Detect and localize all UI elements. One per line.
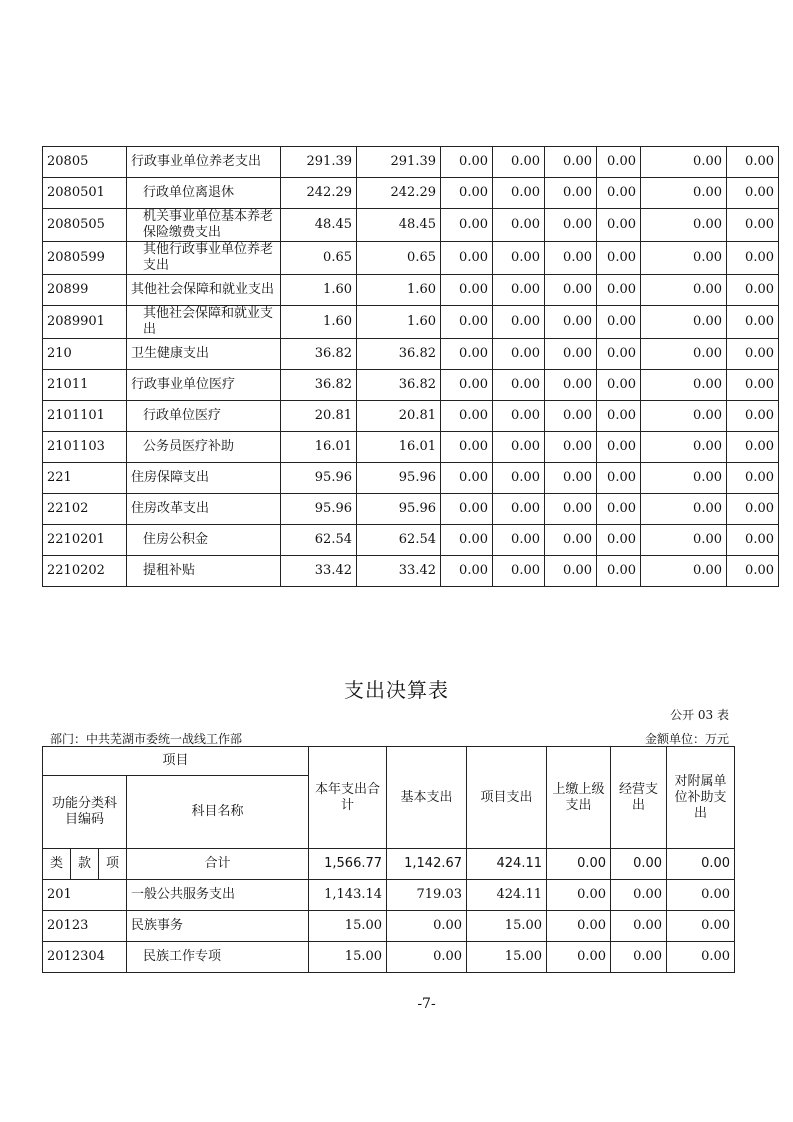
value-cell: 0.00 bbox=[641, 556, 727, 587]
value-cell: 0.00 bbox=[545, 525, 597, 556]
table-row bbox=[43, 275, 779, 306]
header-remit: 上缴上级支出 bbox=[547, 747, 611, 849]
value-cell: 15.00 bbox=[309, 911, 387, 942]
page-title: 支出决算表 bbox=[344, 678, 449, 702]
value-cell: 0.00 bbox=[441, 209, 493, 242]
value-cell: 0.00 bbox=[727, 370, 779, 401]
value-cell: 0.00 bbox=[441, 370, 493, 401]
header-business: 经营支出 bbox=[611, 747, 667, 849]
value-cell: 0.00 bbox=[387, 942, 467, 973]
value-cell: 1,143.14 bbox=[309, 880, 387, 911]
expenditure-table bbox=[42, 746, 735, 973]
value-cell: 0.00 bbox=[493, 209, 545, 242]
value-cell: 95.96 bbox=[357, 463, 441, 494]
total-cell: 1,566.77 bbox=[309, 849, 387, 880]
value-cell: 1.60 bbox=[357, 275, 441, 306]
value-cell: 0.00 bbox=[727, 275, 779, 306]
value-cell: 0.00 bbox=[545, 178, 597, 209]
value-cell: 0.00 bbox=[545, 401, 597, 432]
value-cell: 0.00 bbox=[611, 942, 667, 973]
value-cell: 242.29 bbox=[281, 178, 357, 209]
value-cell: 0.00 bbox=[641, 339, 727, 370]
value-cell: 0.00 bbox=[545, 242, 597, 275]
value-cell: 0.00 bbox=[441, 556, 493, 587]
value-cell: 719.03 bbox=[387, 880, 467, 911]
value-cell: 0.00 bbox=[493, 147, 545, 178]
table-row bbox=[43, 942, 735, 973]
table-row bbox=[43, 242, 779, 275]
value-cell: 0.00 bbox=[441, 147, 493, 178]
total-label: 合计 bbox=[127, 849, 309, 880]
code-cell: 210 bbox=[43, 339, 127, 370]
value-cell: 0.00 bbox=[545, 463, 597, 494]
value-cell: 0.00 bbox=[493, 242, 545, 275]
value-cell: 0.00 bbox=[441, 401, 493, 432]
table-row bbox=[43, 556, 779, 587]
name-cell: 行政事业单位养老支出 bbox=[127, 147, 281, 178]
code-cell: 2080505 bbox=[43, 209, 127, 242]
name-cell: 卫生健康支出 bbox=[127, 339, 281, 370]
name-cell: 行政事业单位医疗 bbox=[127, 370, 281, 401]
value-cell: 0.00 bbox=[545, 209, 597, 242]
value-cell: 48.45 bbox=[281, 209, 357, 242]
table-row bbox=[43, 147, 779, 178]
value-cell: 0.00 bbox=[545, 306, 597, 339]
value-cell: 0.00 bbox=[493, 463, 545, 494]
value-cell: 0.00 bbox=[547, 911, 611, 942]
value-cell: 0.00 bbox=[641, 494, 727, 525]
name-cell: 其他行政事业单位养老支出 bbox=[127, 242, 281, 275]
value-cell: 0.00 bbox=[387, 911, 467, 942]
name-cell: 其他社会保障和就业支出 bbox=[127, 275, 281, 306]
value-cell: 0.00 bbox=[727, 432, 779, 463]
value-cell: 0.00 bbox=[441, 463, 493, 494]
value-cell: 0.00 bbox=[441, 306, 493, 339]
code-cell: 2210201 bbox=[43, 525, 127, 556]
header-total: 本年支出合计 bbox=[309, 747, 387, 849]
table-row bbox=[43, 880, 735, 911]
value-cell: 0.00 bbox=[727, 556, 779, 587]
table-row bbox=[43, 339, 779, 370]
value-cell: 36.82 bbox=[357, 370, 441, 401]
value-cell: 36.82 bbox=[357, 339, 441, 370]
unit-label: 金额单位：万元 bbox=[644, 732, 729, 746]
value-cell: 0.00 bbox=[441, 275, 493, 306]
value-cell: 0.00 bbox=[441, 494, 493, 525]
table-row bbox=[43, 209, 779, 242]
header-kuan: 款 bbox=[71, 849, 99, 880]
value-cell: 36.82 bbox=[281, 370, 357, 401]
table-row bbox=[43, 306, 779, 339]
value-cell: 0.00 bbox=[493, 275, 545, 306]
value-cell: 1.60 bbox=[281, 275, 357, 306]
value-cell: 0.00 bbox=[545, 494, 597, 525]
total-cell: 424.11 bbox=[467, 849, 547, 880]
value-cell: 0.00 bbox=[597, 178, 641, 209]
value-cell: 0.00 bbox=[641, 463, 727, 494]
value-cell: 0.00 bbox=[611, 880, 667, 911]
value-cell: 0.00 bbox=[545, 370, 597, 401]
code-cell: 2089901 bbox=[43, 306, 127, 339]
code-cell: 20805 bbox=[43, 147, 127, 178]
value-cell: 48.45 bbox=[357, 209, 441, 242]
value-cell: 0.00 bbox=[727, 494, 779, 525]
value-cell: 1.60 bbox=[281, 306, 357, 339]
value-cell: 0.00 bbox=[493, 401, 545, 432]
value-cell: 0.00 bbox=[641, 525, 727, 556]
total-cell: 0.00 bbox=[547, 849, 611, 880]
code-cell: 2080501 bbox=[43, 178, 127, 209]
value-cell: 0.00 bbox=[641, 147, 727, 178]
value-cell: 291.39 bbox=[281, 147, 357, 178]
total-cell: 1,142.67 bbox=[387, 849, 467, 880]
value-cell: 0.00 bbox=[611, 911, 667, 942]
value-cell: 15.00 bbox=[467, 911, 547, 942]
value-cell: 0.00 bbox=[727, 525, 779, 556]
value-cell: 0.00 bbox=[667, 880, 735, 911]
value-cell: 15.00 bbox=[467, 942, 547, 973]
value-cell: 0.00 bbox=[493, 556, 545, 587]
value-cell: 62.54 bbox=[281, 525, 357, 556]
header-subsidy: 对附属单位补助支出 bbox=[667, 747, 735, 849]
code-cell: 2101101 bbox=[43, 401, 127, 432]
name-cell: 住房保障支出 bbox=[127, 463, 281, 494]
header-basic: 基本支出 bbox=[387, 747, 467, 849]
value-cell: 0.00 bbox=[727, 147, 779, 178]
value-cell: 0.00 bbox=[545, 275, 597, 306]
value-cell: 0.00 bbox=[641, 401, 727, 432]
code-cell: 21011 bbox=[43, 370, 127, 401]
value-cell: 0.00 bbox=[597, 494, 641, 525]
total-cell: 0.00 bbox=[611, 849, 667, 880]
table-row bbox=[43, 401, 779, 432]
value-cell: 0.00 bbox=[597, 556, 641, 587]
value-cell: 0.00 bbox=[597, 525, 641, 556]
table-row bbox=[43, 178, 779, 209]
value-cell: 1.60 bbox=[357, 306, 441, 339]
value-cell: 291.39 bbox=[357, 147, 441, 178]
value-cell: 62.54 bbox=[357, 525, 441, 556]
code-cell: 20899 bbox=[43, 275, 127, 306]
value-cell: 0.00 bbox=[493, 494, 545, 525]
value-cell: 0.00 bbox=[545, 432, 597, 463]
value-cell: 0.00 bbox=[641, 306, 727, 339]
code-cell: 20123 bbox=[43, 911, 127, 942]
value-cell: 0.00 bbox=[493, 339, 545, 370]
value-cell: 0.00 bbox=[597, 275, 641, 306]
table-row bbox=[43, 370, 779, 401]
value-cell: 0.00 bbox=[441, 178, 493, 209]
table-row bbox=[43, 432, 779, 463]
value-cell: 0.00 bbox=[441, 242, 493, 275]
value-cell: 36.82 bbox=[281, 339, 357, 370]
value-cell: 0.00 bbox=[641, 242, 727, 275]
expenditure-continuation-table bbox=[42, 146, 779, 587]
value-cell: 0.00 bbox=[597, 401, 641, 432]
value-cell: 0.00 bbox=[547, 942, 611, 973]
header-subject-name: 科目名称 bbox=[127, 776, 309, 849]
header-func-code: 功能分类科目编码 bbox=[43, 776, 127, 849]
value-cell: 0.00 bbox=[727, 463, 779, 494]
value-cell: 0.00 bbox=[641, 370, 727, 401]
value-cell: 0.00 bbox=[597, 242, 641, 275]
name-cell: 一般公共服务支出 bbox=[127, 880, 309, 911]
name-cell: 公务员医疗补助 bbox=[127, 432, 281, 463]
name-cell: 住房改革支出 bbox=[127, 494, 281, 525]
name-cell: 其他社会保障和就业支出 bbox=[127, 306, 281, 339]
table-row bbox=[43, 525, 779, 556]
value-cell: 0.00 bbox=[493, 306, 545, 339]
code-cell: 22102 bbox=[43, 494, 127, 525]
value-cell: 0.00 bbox=[597, 306, 641, 339]
code-cell: 2012304 bbox=[43, 942, 127, 973]
value-cell: 0.00 bbox=[667, 911, 735, 942]
value-cell: 0.00 bbox=[727, 401, 779, 432]
value-cell: 0.00 bbox=[597, 370, 641, 401]
value-cell: 0.65 bbox=[281, 242, 357, 275]
value-cell: 424.11 bbox=[467, 880, 547, 911]
value-cell: 0.00 bbox=[641, 209, 727, 242]
name-cell: 民族工作专项 bbox=[127, 942, 309, 973]
table-row bbox=[43, 463, 779, 494]
value-cell: 0.00 bbox=[597, 147, 641, 178]
total-cell: 0.00 bbox=[667, 849, 735, 880]
name-cell: 行政单位医疗 bbox=[127, 401, 281, 432]
value-cell: 95.96 bbox=[281, 494, 357, 525]
name-cell: 提租补贴 bbox=[127, 556, 281, 587]
value-cell: 0.00 bbox=[545, 556, 597, 587]
value-cell: 0.00 bbox=[641, 432, 727, 463]
value-cell: 20.81 bbox=[357, 401, 441, 432]
table-row bbox=[43, 911, 735, 942]
name-cell: 机关事业单位基本养老保险缴费支出 bbox=[127, 209, 281, 242]
value-cell: 0.00 bbox=[493, 432, 545, 463]
value-cell: 0.00 bbox=[547, 880, 611, 911]
value-cell: 0.00 bbox=[493, 370, 545, 401]
name-cell: 住房公积金 bbox=[127, 525, 281, 556]
value-cell: 0.00 bbox=[441, 525, 493, 556]
value-cell: 20.81 bbox=[281, 401, 357, 432]
value-cell: 0.65 bbox=[357, 242, 441, 275]
name-cell: 行政单位离退休 bbox=[127, 178, 281, 209]
value-cell: 0.00 bbox=[727, 209, 779, 242]
value-cell: 0.00 bbox=[493, 525, 545, 556]
value-cell: 33.42 bbox=[281, 556, 357, 587]
value-cell: 0.00 bbox=[727, 242, 779, 275]
value-cell: 0.00 bbox=[597, 339, 641, 370]
value-cell: 0.00 bbox=[441, 432, 493, 463]
value-cell: 0.00 bbox=[641, 275, 727, 306]
name-cell: 民族事务 bbox=[127, 911, 309, 942]
value-cell: 16.01 bbox=[281, 432, 357, 463]
value-cell: 0.00 bbox=[727, 339, 779, 370]
value-cell: 0.00 bbox=[641, 178, 727, 209]
value-cell: 15.00 bbox=[309, 942, 387, 973]
value-cell: 33.42 bbox=[357, 556, 441, 587]
header-project: 项目 bbox=[43, 747, 309, 776]
value-cell: 95.96 bbox=[357, 494, 441, 525]
department-label: 部门：中共芜湖市委统一战线工作部 bbox=[50, 732, 243, 746]
code-cell: 221 bbox=[43, 463, 127, 494]
value-cell: 16.01 bbox=[357, 432, 441, 463]
code-cell: 2210202 bbox=[43, 556, 127, 587]
value-cell: 0.00 bbox=[493, 178, 545, 209]
value-cell: 0.00 bbox=[441, 339, 493, 370]
value-cell: 0.00 bbox=[597, 432, 641, 463]
value-cell: 0.00 bbox=[545, 147, 597, 178]
value-cell: 0.00 bbox=[727, 178, 779, 209]
value-cell: 0.00 bbox=[727, 306, 779, 339]
value-cell: 0.00 bbox=[597, 209, 641, 242]
page-number: -7- bbox=[417, 996, 436, 1012]
code-cell: 2101103 bbox=[43, 432, 127, 463]
value-cell: 0.00 bbox=[667, 942, 735, 973]
value-cell: 0.00 bbox=[545, 339, 597, 370]
value-cell: 95.96 bbox=[281, 463, 357, 494]
value-cell: 242.29 bbox=[357, 178, 441, 209]
code-cell: 201 bbox=[43, 880, 127, 911]
value-cell: 0.00 bbox=[597, 463, 641, 494]
code-cell: 2080599 bbox=[43, 242, 127, 275]
header-project-expenditure: 项目支出 bbox=[467, 747, 547, 849]
form-number: 公开 03 表 bbox=[670, 708, 729, 722]
header-xiang: 项 bbox=[99, 849, 127, 880]
table-row bbox=[43, 494, 779, 525]
header-lei: 类 bbox=[43, 849, 71, 880]
